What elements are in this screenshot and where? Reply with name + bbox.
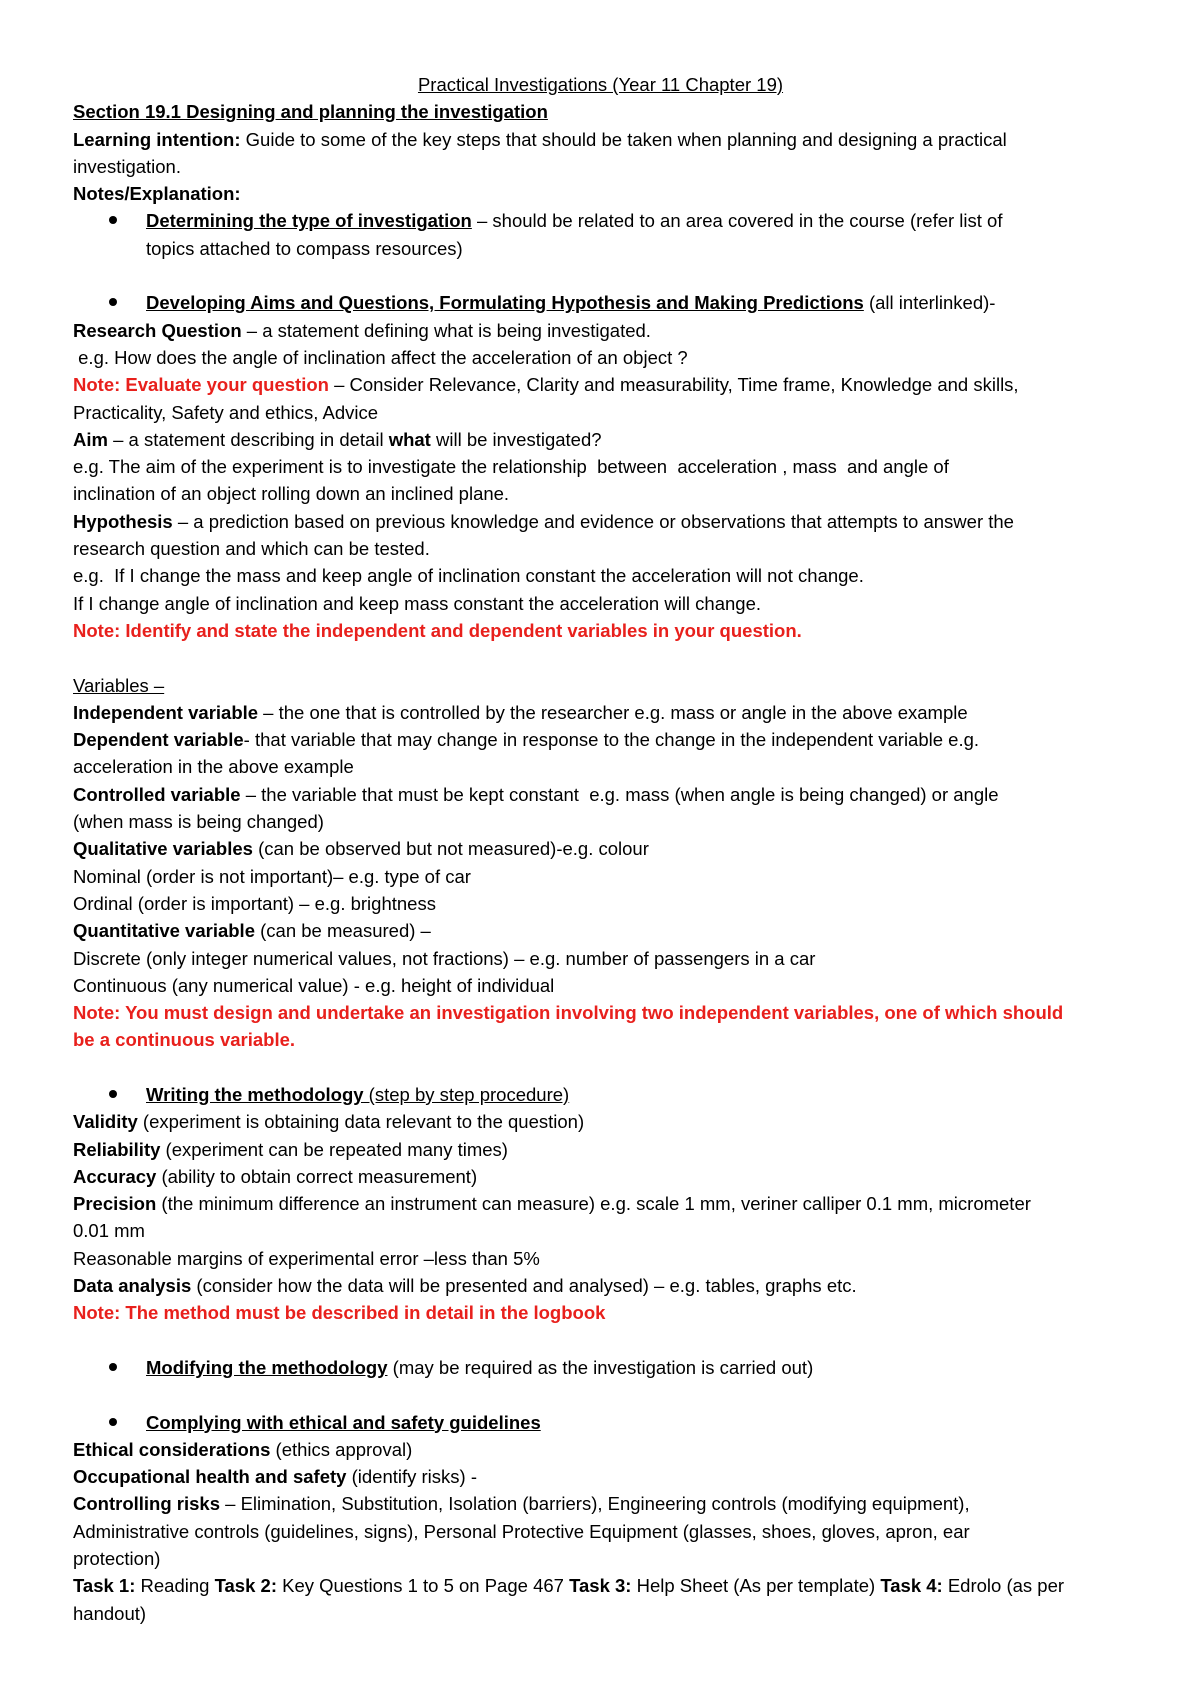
- bullet-icon: [109, 1363, 117, 1371]
- term-label: Accuracy: [73, 1165, 157, 1187]
- variables-heading: [73, 672, 1128, 699]
- task-4-text-2: handout): [73, 1602, 147, 1624]
- term-label: Data analysis: [73, 1275, 192, 1297]
- bullet-icon: [109, 298, 117, 306]
- title-text: Practical Investigations (Year 11 Chapter 19): [417, 74, 784, 95]
- reasonable-margins: [73, 1245, 1128, 1272]
- task-4-text: Edrolo (as per: [942, 1575, 1065, 1597]
- term-text: (consider how the data will be presented and analysed) – e.g. tables, graphs etc.: [191, 1275, 857, 1297]
- bullet-text: – should be related to an area covered in the course (refer list of: [471, 210, 1003, 232]
- note-text-2: be a continuous variable.: [73, 1029, 296, 1051]
- note-text: Note: Identify and state the independent and dependent variables in your question.: [73, 619, 802, 641]
- qualitative-variables: [73, 835, 1128, 862]
- section-heading: [73, 98, 1128, 125]
- bullet-heading: Modifying the methodology: [146, 1356, 388, 1378]
- bullet-icon: [109, 216, 117, 224]
- term-text: (experiment is obtaining data relevant to the question): [137, 1111, 585, 1133]
- hypothesis: [73, 508, 1128, 535]
- accuracy: [73, 1163, 1128, 1190]
- term-label: Ethical considerations: [73, 1438, 271, 1460]
- term-text: Reasonable margins of experimental error –less than 5%: [73, 1247, 540, 1269]
- bullet-type-of-investigation-cont: [73, 235, 1128, 262]
- term-text: (identify risks) -: [346, 1466, 477, 1488]
- example-text-2: If I change angle of inclination and keep mass constant the acceleration will change.: [73, 592, 762, 614]
- example-text: e.g. If I change the mass and keep angle of inclination constant the acceleration will not change.: [73, 565, 864, 587]
- hypothesis-example: [73, 562, 1128, 589]
- term-label: Reliability: [73, 1138, 161, 1160]
- hypothesis-example-2: [73, 590, 1128, 617]
- spacer: [73, 644, 1128, 671]
- term-text: – Elimination, Substitution, Isolation (barriers), Engineering controls (modifying equipment),: [220, 1493, 970, 1515]
- term-text-2: Administrative controls (guidelines, signs), Personal Protective Equipment (glasses, shoes, gloves, apron, ear: [73, 1520, 970, 1542]
- learning-intention-label: Learning intention:: [73, 128, 241, 150]
- learning-intention-text: Guide to some of the key steps that should be taken when planning and designing a practical: [240, 128, 1007, 150]
- bullet-heading: Developing Aims and Questions, Formulating Hypothesis and Making Predictions: [146, 292, 864, 314]
- note-text: Note: The method must be described in detail in the logbook: [73, 1302, 606, 1324]
- spacer: [73, 262, 1128, 289]
- term-text: (can be measured) –: [254, 920, 431, 942]
- bullet-type-of-investigation: [73, 207, 1128, 234]
- aim-text-a: – a statement describing in detail: [107, 428, 389, 450]
- independent-variable: [73, 699, 1128, 726]
- note-text-2: Practicality, Safety and ethics, Advice: [73, 401, 379, 423]
- example-text-2: inclination of an object rolling down an inclined plane.: [73, 483, 510, 505]
- controlling-risks-cont-2: [73, 1545, 1128, 1572]
- aim-label: Aim: [73, 428, 108, 450]
- dependent-variable-cont: [73, 753, 1128, 780]
- task-1-label: Task 1:: [73, 1575, 136, 1597]
- ordinal: [73, 890, 1128, 917]
- bullet-writing-methodology: [73, 1081, 1128, 1108]
- bullet-text-2: topics attached to compass resources): [146, 237, 463, 259]
- note-two-independent-variables: [73, 999, 1128, 1026]
- discrete: [73, 945, 1128, 972]
- note-method-detail: [73, 1299, 1128, 1326]
- bullet-modifying-methodology: [73, 1354, 1128, 1381]
- learning-intention: [73, 126, 1128, 153]
- bullet-icon: [109, 1418, 117, 1426]
- term-label: Validity: [73, 1111, 138, 1133]
- occupational-health-safety: [73, 1463, 1128, 1490]
- bullet-heading: Writing the methodology: [146, 1083, 364, 1105]
- document-title: [73, 71, 1128, 98]
- research-question: [73, 317, 1128, 344]
- notes-heading: [73, 180, 1128, 207]
- term-label: Dependent variable: [73, 729, 244, 751]
- term-text: – the variable that must be kept constant e.g. mass (when angle is being changed) or angle: [240, 783, 999, 805]
- term-text: (experiment can be repeated many times): [160, 1138, 508, 1160]
- example-text: e.g. How does the angle of inclination affect the acceleration of an object ?: [73, 346, 688, 368]
- ethical-considerations: [73, 1436, 1128, 1463]
- spacer: [73, 1381, 1128, 1408]
- term-label: Quantitative variable: [73, 920, 255, 942]
- term-text: (can be observed but not measured)-e.g. colour: [252, 838, 649, 860]
- term-text: Nominal (order is not important)– e.g. type of car: [73, 865, 471, 887]
- nominal: [73, 863, 1128, 890]
- term-text: – the one that is controlled by the researcher e.g. mass or angle in the above example: [258, 701, 968, 723]
- spacer: [73, 1327, 1128, 1354]
- term-label: Independent variable: [73, 701, 259, 723]
- term-label: Qualitative variables: [73, 838, 253, 860]
- tasks: [73, 1572, 1128, 1599]
- term-text: Continuous (any numerical value) - e.g. height of individual: [73, 974, 555, 996]
- term-text: Ordinal (order is important) – e.g. brightness: [73, 892, 436, 914]
- research-question-text: – a statement defining what is being investigated.: [241, 319, 651, 341]
- bullet-aims-questions: [73, 289, 1128, 316]
- term-text: - that variable that may change in response to the change in the independent variable e.g.: [243, 729, 980, 751]
- variables-heading-text: Variables –: [73, 674, 165, 696]
- term-text-3: protection): [73, 1548, 161, 1570]
- section-heading-text: Section 19.1 Designing and planning the investigation: [73, 101, 548, 123]
- research-question-label: Research Question: [73, 319, 242, 341]
- note-two-independent-variables-cont: [73, 1026, 1128, 1053]
- term-text: Discrete (only integer numerical values, not fractions) – e.g. number of passengers in a car: [73, 947, 816, 969]
- task-2-label: Task 2:: [214, 1575, 277, 1597]
- hypothesis-text-2: research question and which can be tested.: [73, 538, 430, 560]
- note-evaluate-question: [73, 371, 1128, 398]
- controlling-risks: [73, 1490, 1128, 1517]
- bullet-heading: Determining the type of investigation: [146, 210, 472, 232]
- validity: [73, 1108, 1128, 1135]
- notes-label: Notes/Explanation:: [73, 183, 241, 205]
- term-text: (ability to obtain correct measurement): [156, 1165, 478, 1187]
- term-label: Controlling risks: [73, 1493, 220, 1515]
- bullet-ethical-safety: [73, 1409, 1128, 1436]
- controlling-risks-cont: [73, 1518, 1128, 1545]
- term-text: (ethics approval): [270, 1438, 413, 1460]
- precision: [73, 1190, 1128, 1217]
- bullet-text: (may be required as the investigation is carried out): [387, 1356, 814, 1378]
- research-question-example: [73, 344, 1128, 371]
- task-2-text: Key Questions 1 to 5 on Page 467: [276, 1575, 570, 1597]
- bullet-text: (all interlinked)-: [863, 292, 996, 314]
- note-text: – Consider Relevance, Clarity and measurability, Time frame, Knowledge and skills,: [328, 374, 1019, 396]
- term-text: (the minimum difference an instrument can measure) e.g. scale 1 mm, veriner calliper 0.1 mm, micrometer: [156, 1193, 1031, 1215]
- aim-bold: what: [388, 428, 431, 450]
- spacer: [73, 1054, 1128, 1081]
- task-4-label: Task 4:: [880, 1575, 943, 1597]
- data-analysis: [73, 1272, 1128, 1299]
- task-3-text: Help Sheet (As per template): [631, 1575, 881, 1597]
- note-label: Note: Evaluate your question: [73, 374, 329, 396]
- hypothesis-label: Hypothesis: [73, 510, 173, 532]
- hypothesis-cont: [73, 535, 1128, 562]
- term-label: Occupational health and safety: [73, 1466, 347, 1488]
- bullet-heading: Complying with ethical and safety guidelines: [146, 1411, 541, 1433]
- aim-example-cont: [73, 480, 1128, 507]
- note-identify-variables: [73, 617, 1128, 644]
- aim-example: [73, 453, 1128, 480]
- example-text: e.g. The aim of the experiment is to investigate the relationship between acceleration , mass and angle of: [73, 456, 949, 478]
- bullet-text: (step by step procedure): [363, 1083, 570, 1105]
- controlled-variable: [73, 781, 1128, 808]
- hypothesis-text: – a prediction based on previous knowledge and evidence or observations that attempts to answer the: [172, 510, 1014, 532]
- learning-intention-cont: [73, 153, 1128, 180]
- continuous: [73, 972, 1128, 999]
- term-label: Controlled variable: [73, 783, 241, 805]
- tasks-cont: [73, 1600, 1128, 1627]
- term-text-2: (when mass is being changed): [73, 811, 324, 833]
- aim: [73, 426, 1128, 453]
- task-3-label: Task 3:: [569, 1575, 632, 1597]
- note-text: Note: You must design and undertake an investigation involving two independent variables, one of which should: [73, 1002, 1064, 1024]
- quantitative-variable: [73, 917, 1128, 944]
- precision-cont: [73, 1217, 1128, 1244]
- learning-intention-text-2: investigation.: [73, 155, 181, 177]
- aim-text-b: will be investigated?: [430, 428, 602, 450]
- note-evaluate-question-cont: [73, 399, 1128, 426]
- bullet-icon: [109, 1090, 117, 1098]
- task-1-text: Reading: [135, 1575, 215, 1597]
- dependent-variable: [73, 726, 1128, 753]
- reliability: [73, 1136, 1128, 1163]
- term-text-2: 0.01 mm: [73, 1220, 145, 1242]
- controlled-variable-cont: [73, 808, 1128, 835]
- term-label: Precision: [73, 1193, 157, 1215]
- term-text-2: acceleration in the above example: [73, 756, 354, 778]
